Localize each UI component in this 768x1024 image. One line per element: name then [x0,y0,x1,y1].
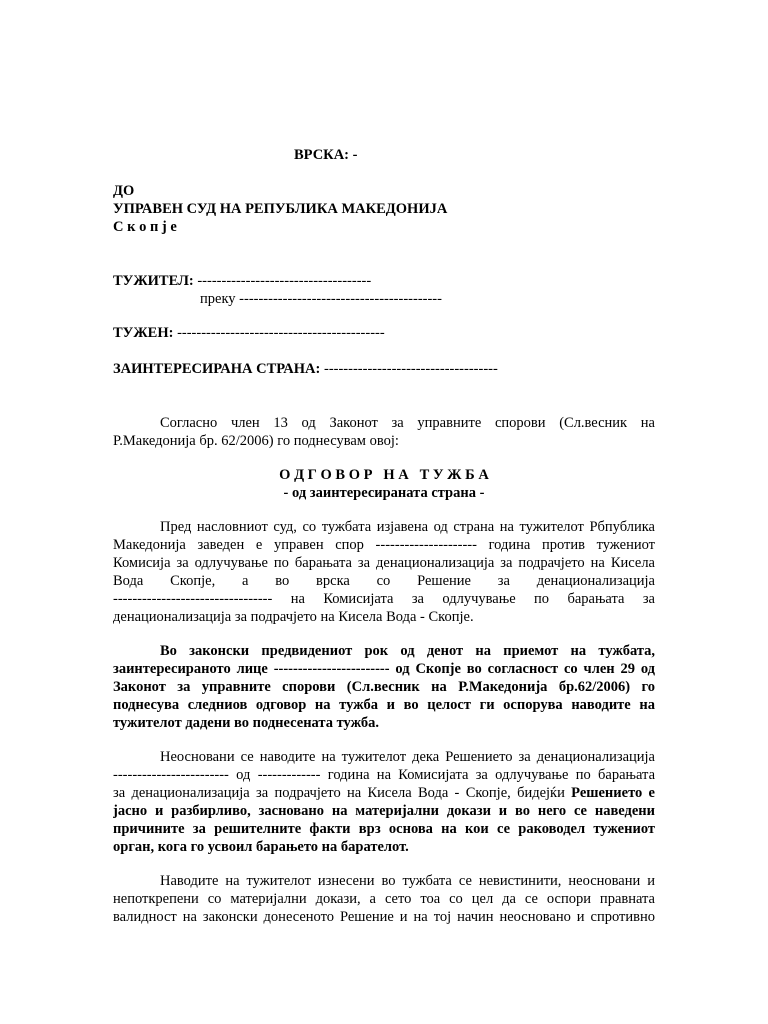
para4-line: непоткрепени со материјални докази, а сето тоа со цел да се оспори правната [113,891,655,907]
para1-line: --------------------------------- на Комисијата за одлучување по барањата за [113,591,655,607]
defendant-label: ТУЖЕН: [113,325,174,341]
para4-line: валидност на законски донесеното Решение и на тој начин неосновано и спротивно [113,909,655,925]
para2-line: поднесува следниов одговор на тужба и во целост ги оспорува наводите на [113,697,655,713]
para2-line: Во законски предвидениот рок од денот на приемот на тужбата, [160,643,655,659]
defendant-dashes: ------------------------------------------- [173,325,385,341]
court-city: С к о п ј е [113,219,177,235]
para2-line: тужителот дадени во поднесената тужба. [113,715,380,731]
interested-party-label: ЗАИНТЕРЕСИРАНА СТРАНА: [113,361,321,377]
para3-line: Неосновани се наводите на тужителот дека Решението за денационализација [160,749,655,765]
document-subtitle: - од заинтересираната страна - [283,485,485,501]
interested-party-line [113,360,498,378]
para3-line-normal: за денационализација за подрачјето на Кисела Вода - Скопје, бидејќи [113,785,572,801]
para3-line: јасно и разбирливо, засновано на материјални докази и во него се наведени [113,803,655,819]
para3-line: ------------------------ од ------------- година на Комисијата за одлучување по барањата [113,767,655,783]
intro-line-2: Р.Македонија бр. 62/2006) го поднесувам овој: [113,433,399,449]
para3-line: причините за решителните факти врз основа на кои се раководел тужениот [113,821,655,837]
plaintiff-dashes: ------------------------------------ [193,273,372,289]
plaintiff-via: преку ------------------------------------------ [200,291,442,307]
defendant-line [113,324,385,342]
para1-line: Комисија за одлучување по барањата за денационализација за подрачјето на Кисела [113,555,655,571]
para1-line: Вода Скопје, а во врска со Решение за денационализација [113,573,655,589]
para1-line: Македонија заведен е управен спор --------------------- година против тужениот [113,537,655,553]
para2-line: Законот за управните спорови (Сл.весник на Р.Македонија бр.62/2006) го [113,679,655,695]
para3-line [113,784,655,802]
para3-line-bold: Решението е [571,785,655,801]
court-name: УПРАВЕН СУД НА РЕПУБЛИКА МАКЕДОНИЈА [113,201,448,217]
para1-line: денационализација за подрачјето на Кисела Вода - Скопје. [113,609,474,625]
document-title: О Д Г О В О Р Н А Т У Ж Б А [279,467,489,483]
reference-line: ВРСКА: - [294,147,358,163]
intro-line-1: Согласно член 13 од Законот за управните спорови (Сл.весник на [160,415,655,431]
plaintiff-label: ТУЖИТЕЛ: [113,273,194,289]
para3-line: орган, кога го усвоил барањето на барателот. [113,839,409,855]
interested-party-dashes: ------------------------------------ [320,361,498,377]
addressee-to: ДО [113,183,135,199]
para4-line: Наводите на тужителот изнесени во тужбата се невистинити, неосновани и [160,873,655,889]
para2-line: заинтересираното лице ------------------------ од Скопје во согласност со член 29 од [113,661,655,677]
para1-line: Пред насловниот суд, со тужбата изјавена од страна на тужителот Рбпублика [160,519,655,535]
plaintiff-line [113,272,371,290]
